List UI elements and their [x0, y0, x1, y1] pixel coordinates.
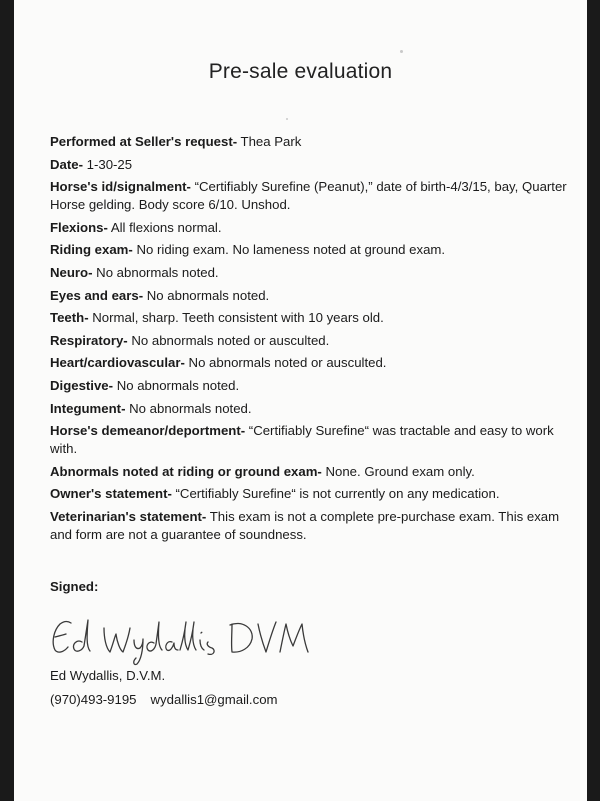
field-value: No riding exam. No lameness noted at ground exam. — [132, 242, 446, 258]
field-teeth — [50, 309, 575, 327]
field-label: Owner's statement- — [50, 486, 172, 502]
email-address: wydallis1@gmail.com — [150, 692, 278, 707]
field-value: This exam is not a complete pre-purchase exam. This exam and form are not a guarantee of soundness. — [50, 508, 560, 542]
field-value: No abnormals noted or ausculted. — [127, 332, 330, 348]
field-label: Heart/cardiovascular- — [50, 355, 185, 371]
field-value: All flexions normal. — [107, 219, 222, 235]
field-value: No abnormals noted. — [125, 400, 252, 416]
field-label: Horse's id/signalment- — [50, 179, 191, 195]
field-flexions — [50, 219, 575, 237]
field-value: No abnormals noted. — [92, 264, 219, 280]
field-label: Performed at Seller's request- — [50, 134, 238, 149]
field-value: No abnormals noted. — [113, 377, 240, 393]
field-neuro — [50, 264, 575, 282]
field-value: “Certifiably Surefine“ was tractable and easy to work with. — [50, 423, 554, 457]
field-demeanor — [50, 422, 575, 458]
field-label: Integument- — [50, 400, 126, 416]
field-value: Normal, sharp. Teeth consistent with 10 years old. — [88, 310, 384, 326]
field-label: Horse's demeanor/deportment- — [50, 423, 246, 439]
handwritten-signature — [46, 606, 316, 666]
field-abnormals — [50, 463, 575, 481]
paper-speck — [286, 118, 288, 120]
field-integument — [50, 400, 575, 418]
evaluation-fields — [50, 133, 575, 549]
phone-number: (970)493-9195 — [50, 692, 137, 707]
contact-info — [50, 692, 278, 707]
paper-speck — [400, 50, 403, 53]
field-vet-statement — [50, 508, 575, 544]
document-title: Pre-sale evaluation — [208, 60, 393, 83]
field-label: Neuro- — [50, 264, 93, 280]
field-label: Eyes and ears- — [50, 287, 144, 303]
field-label: Digestive- — [50, 377, 114, 393]
field-date — [50, 156, 575, 174]
field-cardiovascular — [50, 354, 575, 372]
field-eyes-ears — [50, 287, 575, 305]
field-owner-statement — [50, 485, 575, 503]
field-value: No abnormals noted. — [143, 287, 270, 303]
field-value: 1-30-25 — [82, 156, 133, 172]
field-value: None. Ground exam only. — [321, 463, 475, 479]
field-riding-exam — [50, 241, 575, 259]
field-label: Veterinarian's statement- — [50, 508, 207, 524]
field-label: Respiratory- — [50, 332, 128, 348]
field-performed-at — [50, 133, 575, 151]
field-digestive — [50, 377, 575, 395]
field-label: Teeth- — [50, 310, 89, 326]
field-value: “Certifiably Surefine“ is not currently on any medication. — [171, 486, 500, 502]
field-label: Flexions- — [50, 219, 108, 235]
field-value: “Certifiably Surefine (Peanut),” date of birth-4/3/15, bay, Quarter Horse gelding. Body score 6/10. Unshod. — [50, 179, 567, 213]
field-respiratory — [50, 332, 575, 350]
field-label: Abnormals noted at riding or ground exam- — [50, 463, 322, 479]
signed-label: Signed: — [50, 579, 99, 594]
field-label: Date- — [50, 156, 83, 172]
field-value: No abnormals noted or ausculted. — [184, 355, 387, 371]
field-label: Riding exam- — [50, 242, 133, 258]
document-page — [14, 0, 587, 801]
veterinarian-name: Ed Wydallis, D.V.M. — [50, 668, 166, 683]
field-signalment — [50, 178, 575, 214]
field-value: Thea Park — [237, 134, 302, 149]
